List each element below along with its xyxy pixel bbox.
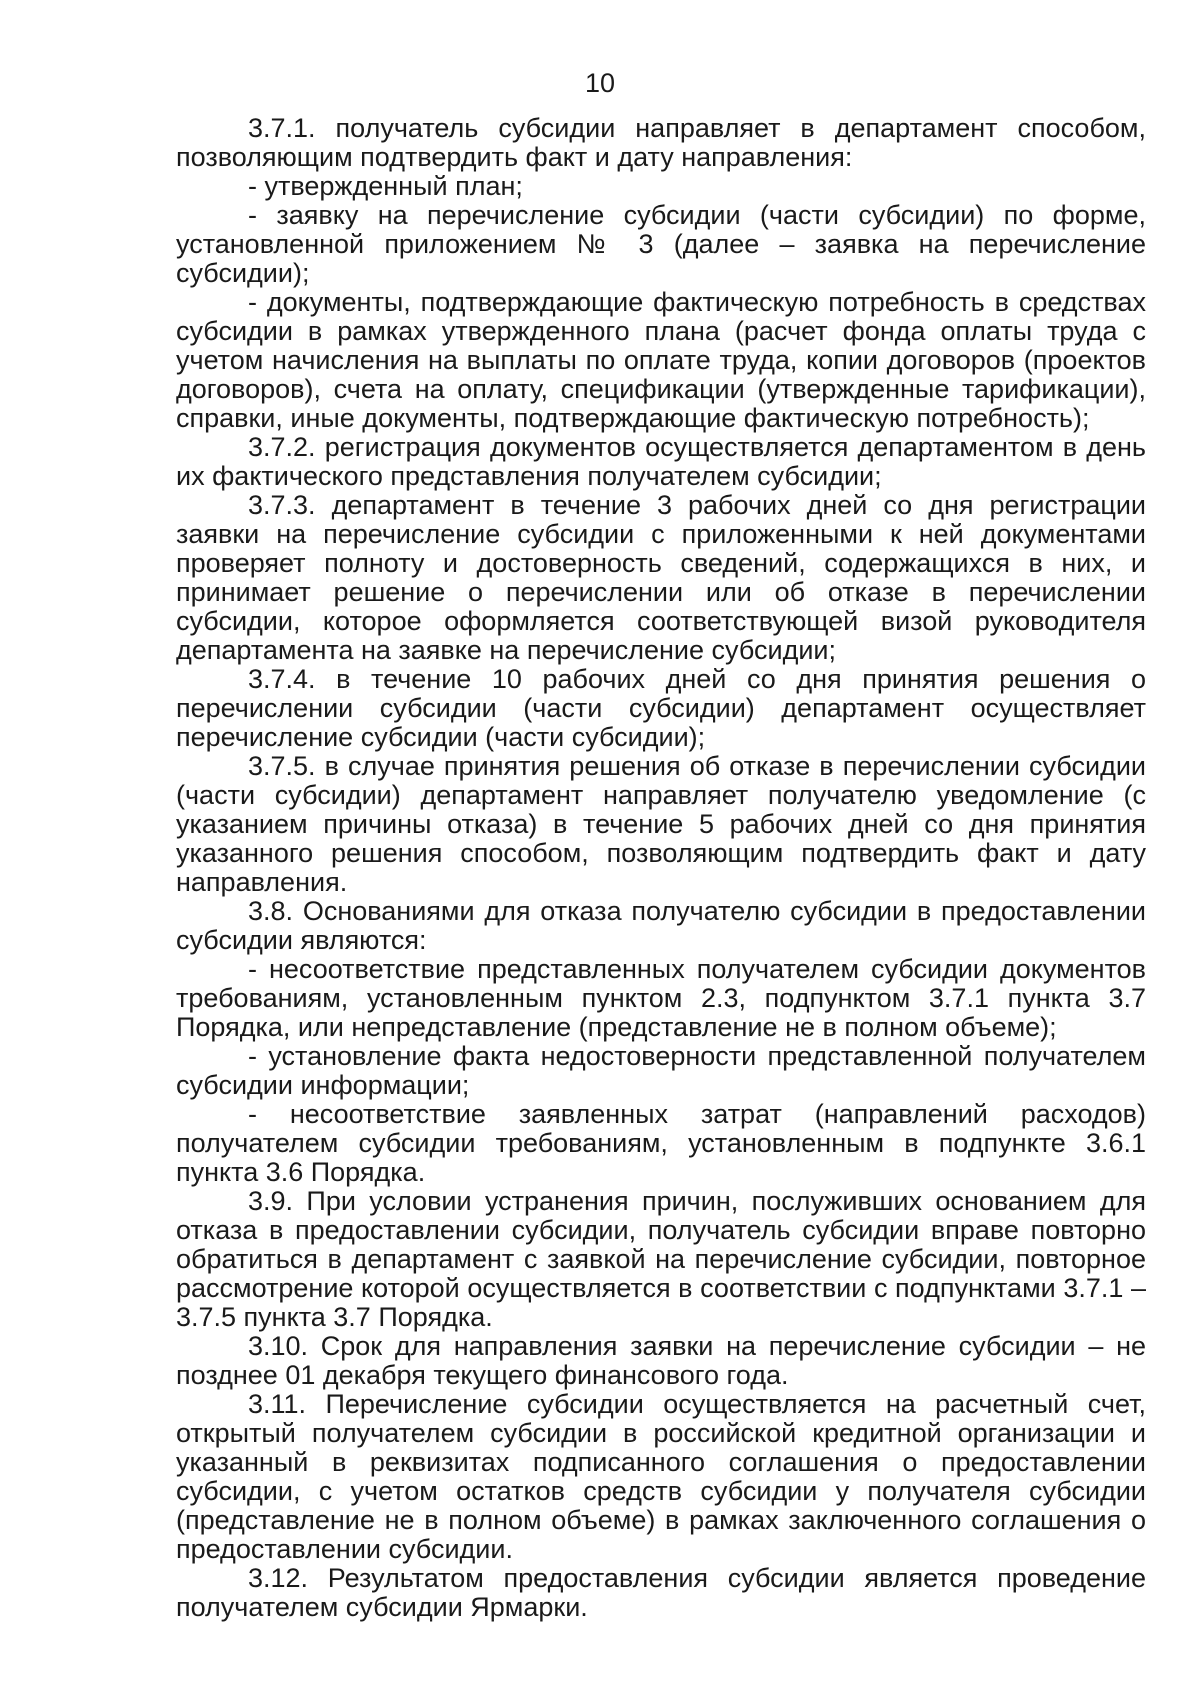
paragraph-3-7-2: 3.7.2. регистрация документов осуществляется департаментом в день их фактического представления получателем субсидии;	[176, 432, 1146, 491]
paragraph-3-11: 3.11. Перечисление субсидии осуществляется на расчетный счет, открытый получателем субсидии в российской кредитной организации и указанный в реквизитах подписанного соглашения о предоставлении субсидии, с учетом остатков средств субсидии у получателя субсидии (представление не в полном объеме) в рамках заключенного соглашения о предоставлении субсидии.	[176, 1389, 1146, 1564]
list-item-approved-plan: - утвержденный план;	[248, 171, 523, 201]
list-item-cost-mismatch: - несоответствие заявленных затрат (направлений расходов) получателем субсидии требованиям, установленным в подпункте 3.6.1 пункта 3.6 Порядка.	[176, 1099, 1146, 1187]
paragraph-3-8: 3.8. Основаниями для отказа получателю субсидии в предоставлении субсидии являются:	[176, 896, 1146, 955]
paragraph-3-9: 3.9. При условии устранения причин, послуживших основанием для отказа в предоставлении субсидии, получатель субсидии вправе повторно обратиться в департамент с заявкой на перечисление субсидии, повторное рассмотрение которой осуществляется в соответствии с подпунктами 3.7.1 – 3.7.5 пункта 3.7 Порядка.	[176, 1186, 1146, 1332]
page-number: 10	[584, 68, 616, 98]
paragraph-3-12: 3.12. Результатом предоставления субсидии является проведение получателем субсидии Ярмарки.	[176, 1563, 1146, 1622]
paragraph-3-7-4: 3.7.4. в течение 10 рабочих дней со дня принятия решения о перечислении субсидии (части субсидии) департамент осуществляет перечисление субсидии (части субсидии);	[176, 664, 1146, 752]
paragraph-3-7-1: 3.7.1. получатель субсидии направляет в департамент способом, позволяющим подтвердить факт и дату направления:	[176, 113, 1146, 172]
paragraph-3-10: 3.10. Срок для направления заявки на перечисление субсидии – не позднее 01 декабря текущего финансового года.	[176, 1331, 1146, 1390]
paragraph-3-7-5: 3.7.5. в случае принятия решения об отказе в перечислении субсидии (части субсидии) департамент направляет получателю уведомление (с указанием причины отказа) в течение 5 рабочих дней со дня принятия указанного решения способом, позволяющим подтвердить факт и дату направления.	[176, 751, 1146, 897]
list-item-document-mismatch: - несоответствие представленных получателем субсидии документов требованиям, установленным пунктом 2.3, подпунктом 3.7.1 пункта 3.7 Порядка, или непредставление (представление не в полном объеме);	[176, 954, 1146, 1042]
document-body	[176, 114, 1146, 1622]
paragraph-3-7-3: 3.7.3. департамент в течение 3 рабочих дней со дня регистрации заявки на перечисление субсидии с приложенными к ней документами проверяет полноту и достоверность сведений, содержащихся в них, и принимает решение о перечислении или об отказе в перечислении субсидии, которое оформляется соответствующей визой руководителя департамента на заявке на перечисление субсидии;	[176, 490, 1146, 665]
list-item-false-information: - установление факта недостоверности представленной получателем субсидии информации;	[176, 1041, 1146, 1100]
list-item-supporting-documents: - документы, подтверждающие фактическую потребность в средствах субсидии в рамках утвержденного плана (расчет фонда оплаты труда с учетом начисления на выплаты по оплате труда, копии договоров (проектов договоров), счета на оплату, спецификации (утвержденные тарификации), справки, иные документы, подтверждающие фактическую потребность);	[176, 287, 1146, 433]
list-item-subsidy-request: - заявку на перечисление субсидии (части субсидии) по форме, установленной приложением № 3 (далее – заявка на перечисление субсидии);	[176, 200, 1146, 288]
